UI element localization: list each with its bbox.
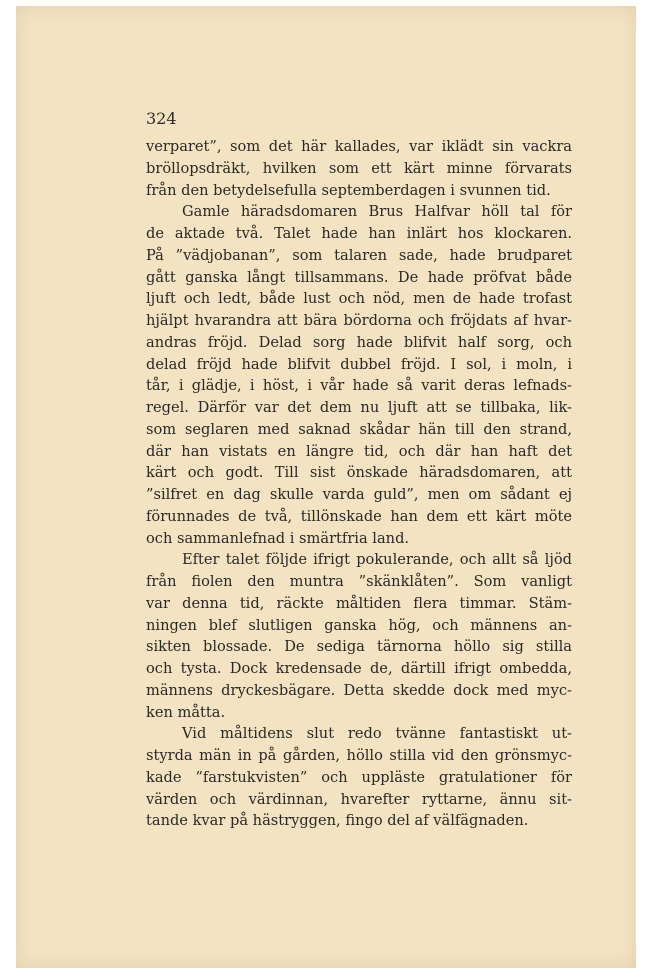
text-line: hjälpt hvarandra att bära bördorna och fröjdats af hvar- (146, 312, 572, 329)
text-line: värden och värdinnan, hvarefter ryttarne, ännu sit- (146, 790, 572, 808)
text-line: och tysta. Dock kredensade de, därtill ifrigt ombedda, (146, 660, 572, 677)
text-line: sikten blossade. De sediga tärnorna höllo sig stilla (146, 638, 572, 656)
page-number: 324 (146, 109, 177, 128)
text-line: styrda män in på gården, höllo stilla vid den grönsmyc- (146, 747, 572, 764)
text-line: där han vistats en längre tid, och där han haft det (146, 442, 572, 460)
text-line: bröllopsdräkt, hvilken som ett kärt minne förvarats (146, 159, 572, 177)
text-line: ”silfret en dag skulle varda guld”, men om sådant ej (146, 486, 572, 503)
text-line: ningen blef slutligen ganska hög, och männens an- (146, 616, 572, 634)
text-line: regel. Därför var det dem nu ljuft att se tillbaka, lik- (146, 399, 572, 416)
text-line: tande kvar på hästryggen, fingo del af välfägnaden. (146, 812, 529, 830)
text-line: kärt och godt. Till sist önskade häradsdomaren, att (146, 464, 572, 482)
text-line: ljuft och ledt, både lust och nöd, men de hade trofast (146, 290, 572, 308)
text-line: Vid måltidens slut redo tvänne fantastiskt ut- (182, 725, 572, 743)
text-line: männens dryckesbägare. Detta skedde dock med myc- (146, 681, 572, 699)
text-line: tår, i glädje, i höst, i vår hade så varit deras lefnads- (146, 377, 572, 395)
text-line: som seglaren med saknad skådar hän till den strand, (146, 420, 572, 438)
book-page (16, 6, 636, 968)
text-line: de aktade två. Talet hade han inlärt hos klockaren. (146, 225, 572, 242)
text-line: var denna tid, räckte måltiden flera timmar. Stäm- (146, 594, 572, 612)
text-line: Gamle häradsdomaren Brus Halfvar höll tal för (182, 203, 572, 221)
text-line: Efter talet följde ifrigt pokulerande, och allt så ljöd (182, 551, 572, 569)
text-line: verparet”, som det här kallades, var iklädt sin vackra (146, 138, 572, 155)
text-line: och sammanlefnad i smärtfria land. (146, 529, 410, 547)
text-line: delad fröjd hade blifvit dubbel fröjd. I sol, i moln, i (146, 355, 572, 373)
text-line: andras fröjd. Delad sorg hade blifvit half sorg, och (146, 333, 572, 351)
text-line: På ”vädjobanan”, som talaren sade, hade brudparet (146, 246, 572, 264)
text-line: ken måtta. (146, 703, 226, 721)
body-text (146, 136, 572, 832)
text-line: förunnades de två, tillönskade han dem ett kärt möte (146, 507, 572, 525)
text-line: kade ”farstukvisten” och uppläste gratulationer för (146, 768, 572, 786)
text-line: från fiolen den muntra ”skänklåten”. Som vanligt (146, 573, 572, 590)
text-line: gått ganska långt tillsammans. De hade pröfvat både (146, 268, 572, 286)
text-line: från den betydelsefulla septemberdagen i svunnen tid. (146, 181, 551, 199)
